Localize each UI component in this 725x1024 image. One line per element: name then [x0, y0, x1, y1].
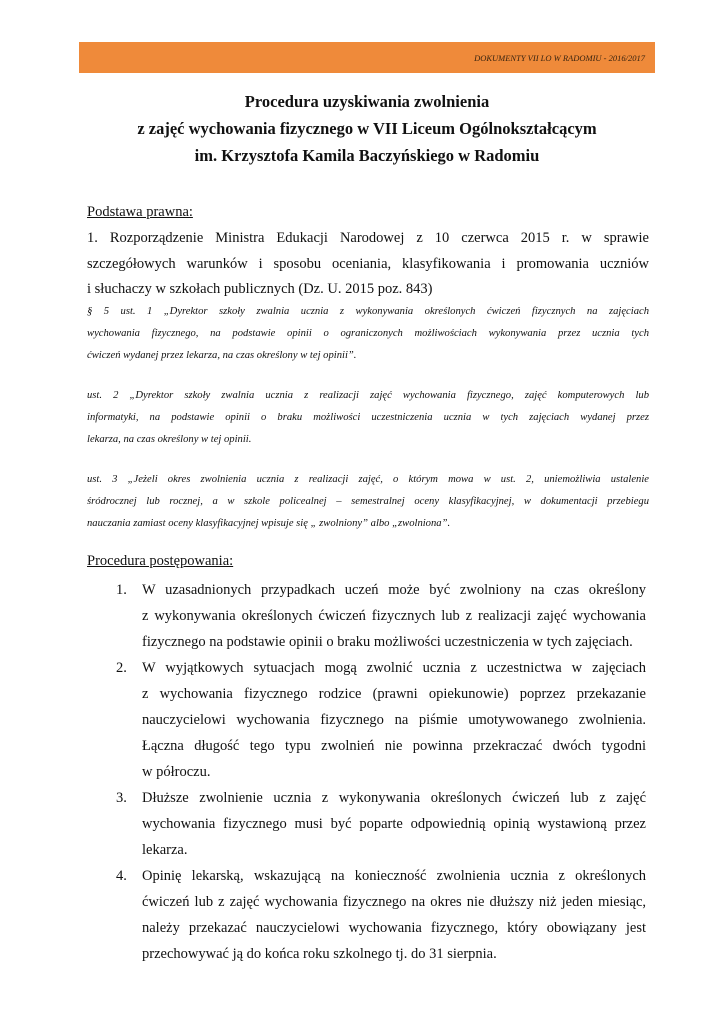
regulation-text — [87, 226, 649, 303]
item-line: nauczycielowi wychowania fizycznego na piśmie umotywowanego zwolnienia. — [142, 712, 646, 728]
procedure-heading: Procedura postępowania: — [87, 553, 234, 569]
quote-paragraph-3 — [87, 469, 649, 535]
procedure-item-3 — [116, 785, 646, 863]
item-number: 4. — [116, 868, 127, 884]
item-number: 1. — [116, 582, 127, 598]
item-line: fizycznego na podstawie opinii o braku możliwości uczestniczenia w tych zajęciach. — [142, 634, 633, 650]
item-line: lekarza. — [142, 842, 188, 858]
item-line: z wychowania fizycznego rodzice (prawni opiekunowie) poprzez przekazanie — [142, 686, 646, 702]
item-line: z wykonywania określonych ćwiczeń fizycznych lub z realizacji zajęć wychowania — [142, 608, 646, 624]
item-number: 3. — [116, 790, 127, 806]
title-line-3: im. Krzysztofa Kamila Baczyńskiego w Radomiu — [194, 146, 540, 165]
item-line: Dłuższe zwolnienie ucznia z wykonywania określonych ćwiczeń lub z zajęć — [142, 790, 646, 806]
quote-paragraph-1 — [87, 301, 649, 367]
item-line: Opinię lekarską, wskazującą na konieczność zwolnienia ucznia z określonych — [142, 868, 646, 884]
item-line: Łączna długość tego typu zwolnień nie powinna przekraczać dwóch tygodni — [142, 738, 646, 754]
procedure-item-4 — [116, 863, 646, 967]
quote-line: informatyki, na podstawie opinii o braku możliwości uczestniczenia ucznia w tych zajęciach wydanej przez — [87, 412, 649, 423]
title-line-2: z zajęć wychowania fizycznego w VII Liceum Ogólnokształcącym — [137, 119, 597, 138]
quote-line: nauczania zamiast oceny klasyfikacyjnej wpisuje się „ zwolniony” albo „zwolniona”. — [87, 518, 451, 529]
quote-line: wychowania fizycznego, na podstawie opinii o ograniczonych możliwościach wykonywania przez ucznia tych — [87, 328, 649, 339]
procedure-list — [116, 577, 646, 967]
quote-line: ćwiczeń wydanej przez lekarza, na czas określony w tej opinii”. — [87, 350, 357, 361]
item-line: w półroczu. — [142, 764, 211, 780]
item-number: 2. — [116, 660, 127, 676]
item-line: W uzasadnionych przypadkach uczeń może być zwolniony na czas określony — [142, 582, 646, 598]
document-title — [79, 88, 655, 169]
quote-line: ust. 3 „Jeżeli okres zwolnienia ucznia z realizacji zajęć, o którym mowa w ust. 2, uniemożliwia ustalenie — [87, 474, 649, 485]
quote-line: ust. 2 „Dyrektor szkoły zwalnia ucznia z realizacji zajęć wychowania fizycznego, zajęć komputerowych lub — [87, 390, 649, 401]
item-line: przechowywać ją do końca roku szkolnego tj. do 31 sierpnia. — [142, 946, 497, 962]
item-line: wychowania fizycznego musi być poparte odpowiednią opinią wystawioną przez — [142, 816, 646, 832]
regulation-line: szczegółowych warunków i sposobu oceniania, klasyfikowania i promowania uczniów — [87, 255, 649, 272]
legal-basis-heading: Podstawa prawna: — [87, 204, 193, 220]
title-line-1: Procedura uzyskiwania zwolnienia — [244, 92, 490, 111]
procedure-item-2 — [116, 655, 646, 785]
regulation-line: i słuchaczy w szkołach publicznych (Dz. U. 2015 poz. 843) — [87, 281, 433, 297]
item-line: ćwiczeń lub z zajęć wychowania fizycznego na okres nie dłuższy niż jeden miesiąc, — [142, 894, 646, 910]
header-text: DOKUMENTY VII LO W RADOMIU - 2016/2017 — [474, 53, 645, 63]
regulation-line: 1. Rozporządzenie Ministra Edukacji Narodowej z 10 czerwca 2015 r. w sprawie — [87, 230, 649, 246]
item-line: należy przekazać nauczycielowi wychowania fizycznego, który obowiązany jest — [142, 920, 646, 936]
quote-paragraph-2 — [87, 385, 649, 451]
quote-line: lekarza, na czas określony w tej opinii. — [87, 434, 252, 445]
quote-line: § 5 ust. 1 „Dyrektor szkoły zwalnia ucznia z wykonywania określonych ćwiczeń fizycznych na zajęciach — [87, 306, 649, 317]
header-bar — [79, 42, 655, 73]
item-line: W wyjątkowych sytuacjach mogą zwolnić ucznia z uczestnictwa w zajęciach — [142, 660, 646, 676]
quote-line: śródrocznej lub rocznej, a w szkole policealnej – semestralnej oceny klasyfikacyjnej, w dokumentacji przebiegu — [87, 496, 649, 507]
procedure-item-1 — [116, 577, 646, 655]
